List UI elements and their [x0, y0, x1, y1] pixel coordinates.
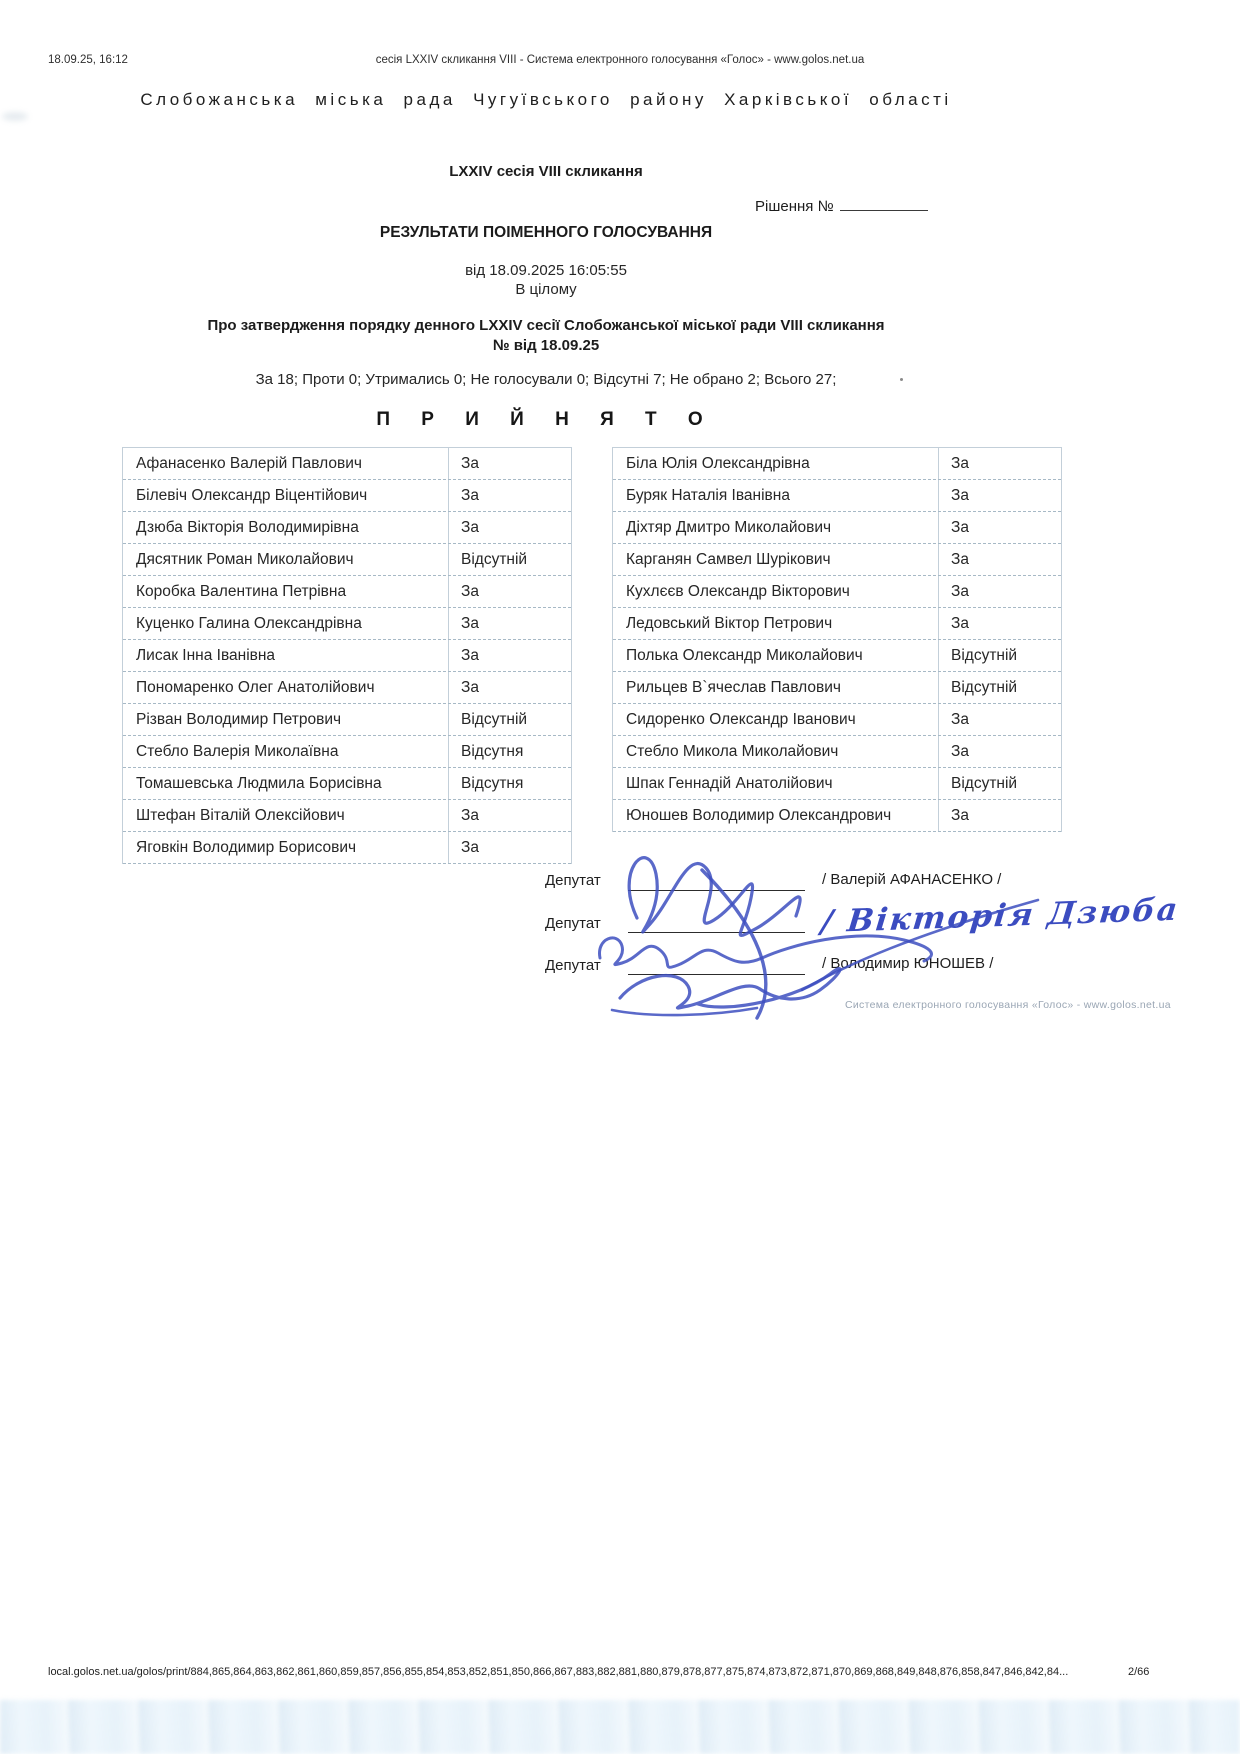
scan-artifact-smudge [2, 112, 28, 121]
session-title: LXXIV сесія VIII скликання [449, 163, 643, 180]
vote-value: Відсутня [461, 742, 524, 760]
table-row [613, 608, 1061, 640]
signatory-name-3: / Володимир ЮНОШЕВ / [822, 955, 994, 972]
deputy-name: Пономаренко Олег Анатолійович [123, 672, 449, 703]
signature-label-2: Депутат [545, 915, 601, 932]
council-title: Слобожанська міська рада Чугуївського району Харківської області [140, 90, 952, 109]
vote-value: Відсутній [461, 710, 528, 728]
vote-value: За [461, 678, 479, 696]
vote-value: За [461, 582, 479, 600]
deputy-name: Рильцев В`ячеслав Павлович [613, 672, 939, 703]
deputy-name: Яговкін Володимир Борисович [123, 832, 449, 863]
print-header-title: сесія LXXIV скликання VIII - Система електронного голосування «Голос» - www.golos.net.ua [375, 54, 865, 66]
vote-value: Відсутня [461, 774, 524, 792]
vote-value: За [951, 614, 969, 632]
deputy-name: Дясятник Роман Миколайович [123, 544, 449, 575]
deputy-name: Кухлєєв Олександр Вікторович [613, 576, 939, 607]
deputy-name: Сидоренко Олександр Іванович [613, 704, 939, 735]
vote-scope: В цілому [515, 281, 577, 298]
table-row [123, 640, 571, 672]
table-row [123, 608, 571, 640]
vote-summary: За 18; Проти 0; Утримались 0; Не голосували 0; Відсутні 7; Не обрано 2; Всього 27; [255, 371, 837, 388]
table-row [123, 768, 571, 800]
vote-subject-line1: Про затвердження порядку денного LXXIV сесії Слобожанської міської ради VIII скликання [207, 317, 885, 334]
deputy-name: Коробка Валентина Петрівна [123, 576, 449, 607]
table-row [613, 768, 1061, 800]
table-row [123, 448, 571, 480]
vote-value: За [951, 806, 969, 824]
table-row [613, 448, 1061, 480]
vote-value: За [951, 518, 969, 536]
table-row [613, 544, 1061, 576]
vote-datetime: від 18.09.2025 16:05:55 [465, 262, 627, 279]
vote-value: Відсутній [461, 550, 528, 568]
table-row [123, 832, 571, 864]
deputy-name: Білевіч Олександр Віцентійович [123, 480, 449, 511]
deputy-name: Карганян Самвел Шурікович [613, 544, 939, 575]
table-row [613, 576, 1061, 608]
decision-label: Рішення № [755, 198, 834, 215]
deputy-name: Ледовський Віктор Петрович [613, 608, 939, 639]
print-footer-url: local.golos.net.ua/golos/print/884,865,864,863,862,861,860,859,857,856,855,854,853,852,851,850,866,867,883,882,881,880,879,878,877,875,874,873,872,871,870,869,868,849,848,876,858,847,846,842,84... [48, 1666, 1069, 1678]
vote-value: За [461, 838, 479, 856]
signature-label-1: Депутат [545, 872, 601, 889]
table-row [123, 576, 571, 608]
deputy-name: Різван Володимир Петрович [123, 704, 449, 735]
vote-value: За [461, 454, 479, 472]
system-watermark: Система електронного голосування «Голос» - www.golos.net.ua [845, 999, 1171, 1011]
results-title: РЕЗУЛЬТАТИ ПОІМЕННОГО ГОЛОСУВАННЯ [379, 224, 713, 241]
vote-value: За [461, 486, 479, 504]
deputy-name: Полька Олександр Миколайович [613, 640, 939, 671]
vote-value: За [461, 614, 479, 632]
scan-artifact-dot [900, 378, 903, 381]
decision-number-line [755, 196, 928, 215]
deputy-name: Штефан Віталій Олексійович [123, 800, 449, 831]
vote-value: За [951, 454, 969, 472]
table-row [613, 640, 1061, 672]
ink-signatures [552, 840, 1042, 1020]
deputy-name: Томашевська Людмила Борисівна [123, 768, 449, 799]
table-row [123, 704, 571, 736]
vote-value: За [951, 710, 969, 728]
result-status: П Р И Й Н Я Т О [376, 409, 716, 430]
vote-value: Відсутній [951, 774, 1018, 792]
table-row [123, 736, 571, 768]
vote-value: За [461, 646, 479, 664]
vote-value: За [951, 550, 969, 568]
scan-bottom-band [0, 1700, 1240, 1754]
vote-subject-line2: № від 18.09.25 [492, 336, 600, 354]
vote-value: За [951, 486, 969, 504]
deputy-name: Юношев Володимир Олександрович [613, 800, 939, 831]
table-row [613, 480, 1061, 512]
vote-value: Відсутній [951, 678, 1018, 696]
print-header-datetime: 18.09.25, 16:12 [48, 54, 128, 66]
table-row [123, 800, 571, 832]
deputy-name: Шпак Геннадій Анатолійович [613, 768, 939, 799]
table-row [613, 736, 1061, 768]
deputy-name: Стебло Валерія Миколаївна [123, 736, 449, 767]
vote-value: За [461, 806, 479, 824]
table-row [613, 704, 1061, 736]
deputy-name: Куценко Галина Олександрівна [123, 608, 449, 639]
vote-value: За [461, 518, 479, 536]
deputy-name: Лисак Інна Іванівна [123, 640, 449, 671]
deputy-name: Діхтяр Дмитро Миколайович [613, 512, 939, 543]
decision-number-blank [840, 196, 928, 211]
deputy-name: Афанасенко Валерій Павлович [123, 448, 449, 479]
signatory-name-1: / Валерій АФАНАСЕНКО / [822, 871, 1002, 888]
table-row [123, 672, 571, 704]
deputy-name: Дзюба Вікторія Володимирівна [123, 512, 449, 543]
vote-table-left [122, 447, 572, 864]
table-row [123, 544, 571, 576]
signature-label-3: Депутат [545, 957, 601, 974]
signatory-name-2-handwritten: / Вікторія Дзюба [819, 891, 1182, 941]
vote-value: За [951, 582, 969, 600]
vote-value: Відсутній [951, 646, 1018, 664]
table-row [613, 800, 1061, 832]
deputy-name: Біла Юлія Олександрівна [613, 448, 939, 479]
vote-value: За [951, 742, 969, 760]
table-row [613, 672, 1061, 704]
table-row [613, 512, 1061, 544]
print-footer-page-number: 2/66 [1128, 1666, 1150, 1678]
deputy-name: Буряк Наталія Іванівна [613, 480, 939, 511]
table-row [123, 512, 571, 544]
deputy-name: Стебло Микола Миколайович [613, 736, 939, 767]
vote-table-right [612, 447, 1062, 832]
table-row [123, 480, 571, 512]
vote-subject [0, 316, 1092, 355]
